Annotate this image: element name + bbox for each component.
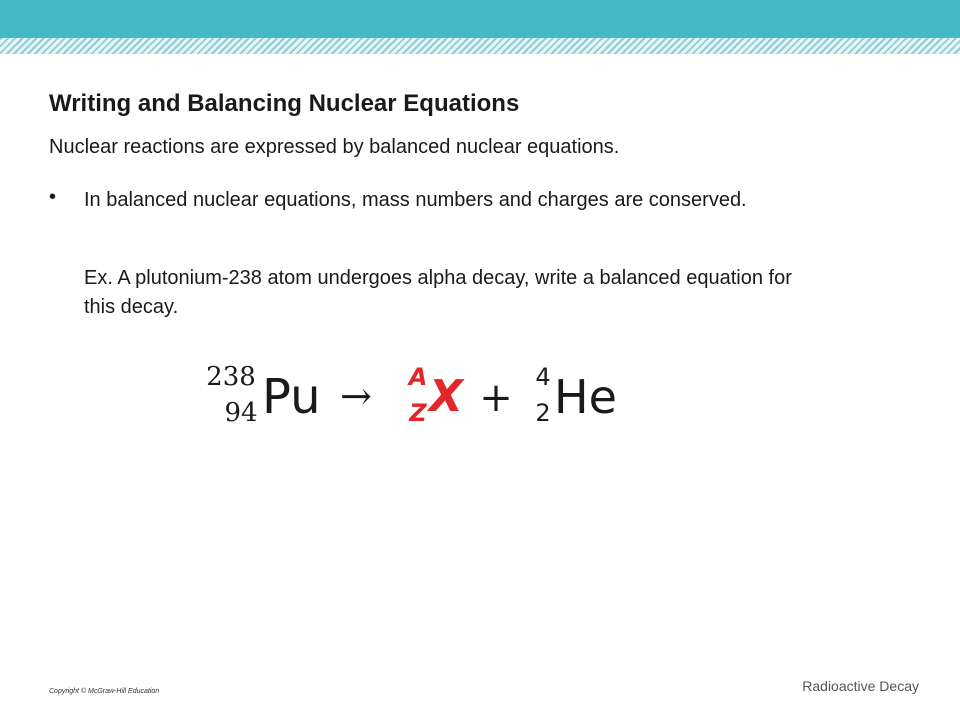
unknown-atomic-number: Z <box>409 399 427 427</box>
reactant-symbol: Pu <box>262 369 321 425</box>
example-text: Ex. A plutonium-238 atom undergoes alpha decay, write a balanced equation for this decay. <box>84 267 792 318</box>
bullet-marker: • <box>49 186 57 208</box>
header-hatch-strip <box>0 38 960 54</box>
unknown-mass-number: A <box>408 363 428 391</box>
intro-text: Nuclear reactions are expressed by balanced nuclear equations. <box>49 136 620 158</box>
reaction-arrow: → <box>340 374 372 418</box>
unknown-symbol: X <box>429 371 463 422</box>
bullet-text: In balanced nuclear equations, mass numbers and charges are conserved. <box>84 189 747 211</box>
plus-sign: + <box>479 375 513 421</box>
footer-copyright: Copyright © McGraw-Hill Education <box>49 688 160 695</box>
reactant-mass-number: 238 <box>206 362 256 392</box>
reactant-atomic-number: 94 <box>224 398 258 428</box>
helium-symbol: He <box>554 370 617 424</box>
helium-atomic-number: 2 <box>535 399 551 427</box>
helium-mass-number: 4 <box>535 363 551 391</box>
slide-title: Writing and Balancing Nuclear Equations <box>49 90 520 117</box>
nuclear-equation <box>200 355 640 435</box>
footer-topic: Radioactive Decay <box>802 678 919 694</box>
header-band <box>0 0 960 38</box>
